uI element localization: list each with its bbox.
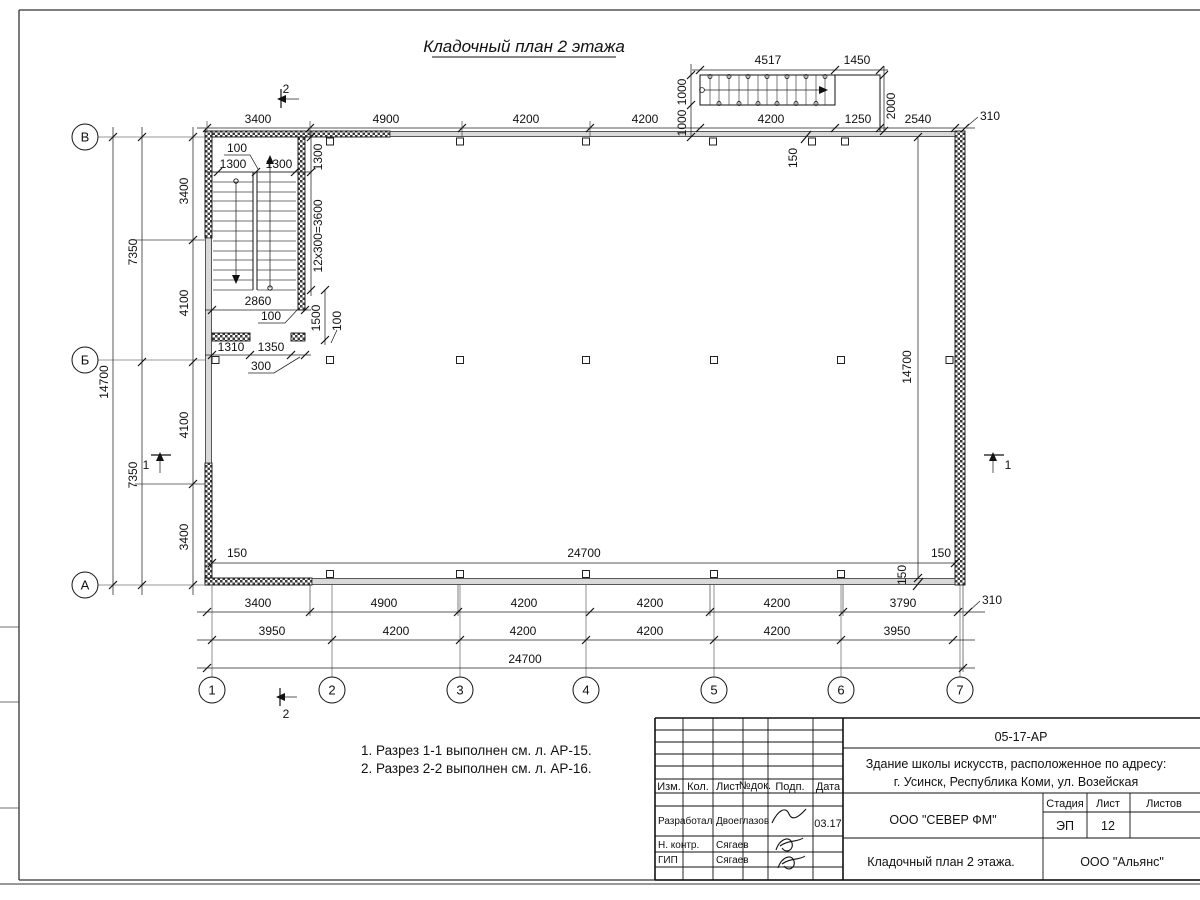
svg-text:1: 1 xyxy=(1004,458,1012,472)
dim-1000-a: 1000 xyxy=(675,78,689,106)
dim-right-14700: 14700 xyxy=(900,350,914,384)
section-2-bottom xyxy=(277,688,297,721)
dim-b2-3950b: 3950 xyxy=(883,624,911,638)
left-wall-masonry-top xyxy=(205,131,212,238)
stair-flight-left-steps xyxy=(213,172,253,290)
dim-stair-100c: 100 xyxy=(330,310,344,332)
dims-left xyxy=(72,124,205,598)
note-line-1: 1. Разрез 1-1 выполнен см. л. АР-15. xyxy=(361,743,592,758)
sheet-number: 12 xyxy=(1101,819,1115,833)
dim-inner-24700: 24700 xyxy=(567,546,601,560)
dim-left-7350a: 7350 xyxy=(126,238,140,266)
axis-2: 2 xyxy=(328,682,336,698)
dim-inner-150-left: 150 xyxy=(226,546,248,560)
dim-top-1250: 1250 xyxy=(844,112,872,126)
dim-stair-2860: 2860 xyxy=(244,294,272,308)
svg-text:В: В xyxy=(80,129,90,145)
col-data: Дата xyxy=(815,781,841,793)
date-developer: 03.17 xyxy=(814,818,842,830)
name-ncontrol: Сягаев xyxy=(716,840,749,851)
stair-stringer xyxy=(253,172,257,290)
axis-bubbles-bottom xyxy=(199,677,973,703)
dim-stair-1300a: 1300 xyxy=(219,157,247,171)
interior-stair xyxy=(213,156,296,290)
signature-ncontrol xyxy=(776,838,803,851)
dim-top-4900: 4900 xyxy=(372,112,400,126)
dim-left-3400a: 3400 xyxy=(177,177,191,205)
sheet-label: Лист xyxy=(1096,798,1120,810)
dims-right xyxy=(900,133,922,582)
columns-bottom-wall xyxy=(327,571,845,578)
dim-stair-1300b: 1300 xyxy=(265,157,293,171)
dim-inner-150-right: 150 xyxy=(930,546,952,560)
stair-flight-right-steps xyxy=(257,172,296,290)
signature-developer xyxy=(772,809,806,823)
dim-left-7350b: 7350 xyxy=(126,461,140,489)
section-1-left xyxy=(143,453,171,473)
dim-stair-100b: 100 xyxy=(260,309,282,323)
columns-middle-row xyxy=(212,357,953,364)
dim-left-14700: 14700 xyxy=(97,365,111,399)
dim-b1-4200a: 4200 xyxy=(510,596,538,610)
company: ООО "СЕВЕР ФМ" xyxy=(889,813,997,827)
top-wall-masonry xyxy=(205,131,390,137)
role-gip: ГИП xyxy=(658,855,678,866)
dim-b1-3400: 3400 xyxy=(244,596,272,610)
axis-5: 5 xyxy=(710,682,718,698)
role-ncontrol: Н. контр. xyxy=(658,840,700,851)
org-name: ООО "Альянс" xyxy=(1080,855,1164,869)
dim-1450: 1450 xyxy=(843,53,871,67)
col-list: Лист xyxy=(716,781,740,793)
dim-stair-1350: 1350 xyxy=(257,340,285,354)
doc-code: 05-17-АР xyxy=(994,730,1048,744)
svg-text:1: 1 xyxy=(142,458,150,472)
dim-b2-4200d: 4200 xyxy=(763,624,791,638)
axis-7: 7 xyxy=(956,682,964,698)
right-wall-masonry xyxy=(955,131,965,585)
axis-bubble-v xyxy=(72,124,98,150)
dim-stair-300: 300 xyxy=(250,359,272,373)
svg-text:Б: Б xyxy=(80,352,90,368)
role-developer: Разработал xyxy=(658,816,713,827)
axis-3: 3 xyxy=(456,682,464,698)
dim-b1-4200b: 4200 xyxy=(636,596,664,610)
col-podp: Подп. xyxy=(775,781,805,793)
dim-b1-3790: 3790 xyxy=(889,596,917,610)
columns-top-wall xyxy=(327,138,849,145)
axis-bubble-b xyxy=(72,347,98,373)
col-izm: Изм. xyxy=(657,781,681,793)
axis-6: 6 xyxy=(837,682,845,698)
dim-top-3400: 3400 xyxy=(244,112,272,126)
left-wall-thin xyxy=(206,238,212,463)
svg-text:2: 2 xyxy=(282,707,290,721)
col-kol: Кол. xyxy=(687,781,709,793)
dim-stair-1500: 1500 xyxy=(309,304,323,332)
name-gip: Сягаев xyxy=(716,855,749,866)
stage-label: Стадия xyxy=(1046,798,1084,810)
dim-stair-100a: 100 xyxy=(226,141,248,155)
sheets-label: Листов xyxy=(1146,798,1182,810)
drawing-title xyxy=(423,37,625,57)
svg-text:2: 2 xyxy=(282,82,290,96)
dim-top-310: 310 xyxy=(979,109,1001,123)
page-title: Кладочный план 2 этажа xyxy=(423,37,625,56)
object-line-1: Здание школы искусств, расположенное по адресу: xyxy=(865,757,1167,771)
col-ndok: №док. xyxy=(738,780,772,792)
stairwell-wall xyxy=(298,137,305,310)
dims-bottom xyxy=(197,585,1002,703)
doc-title: Кладочный план 2 этажа. xyxy=(867,855,1015,869)
axis-bubble-a xyxy=(72,572,98,598)
dim-stair-1300v: 1300 xyxy=(311,143,325,171)
dim-1000-b: 1000 xyxy=(675,109,689,137)
dim-top-4200b: 4200 xyxy=(631,112,659,126)
interior-wall-right xyxy=(291,333,305,341)
section-1-right xyxy=(984,453,1012,473)
dim-150-top: 150 xyxy=(786,147,800,169)
dim-b2-4200c: 4200 xyxy=(636,624,664,638)
dim-4517: 4517 xyxy=(754,53,782,67)
dim-b3-24700: 24700 xyxy=(508,652,542,666)
sheet-frame xyxy=(0,10,1200,884)
dim-b1-310: 310 xyxy=(981,593,1003,607)
name-developer: Двоеглазов xyxy=(716,816,770,827)
dim-left-4100a: 4100 xyxy=(177,289,191,317)
dim-b2-4200b: 4200 xyxy=(509,624,537,638)
bottom-wall-thin xyxy=(312,579,955,585)
dim-b2-4200a: 4200 xyxy=(382,624,410,638)
dim-inner-150-vert: 150 xyxy=(895,564,909,586)
dim-b1-4900: 4900 xyxy=(370,596,398,610)
dim-top-2540: 2540 xyxy=(904,112,932,126)
dim-left-4100b: 4100 xyxy=(177,411,191,439)
dim-top-4200c: 4200 xyxy=(757,112,785,126)
dim-2000: 2000 xyxy=(884,92,898,120)
section-2-top xyxy=(278,82,299,108)
dim-b2-3950a: 3950 xyxy=(258,624,286,638)
notes xyxy=(361,743,592,776)
note-line-2: 2. Разрез 2-2 выполнен см. л. АР-16. xyxy=(361,761,592,776)
dim-stair-steps: 12х300=3600 xyxy=(311,199,325,273)
top-wall-thin xyxy=(390,132,955,137)
stage-value: ЭП xyxy=(1056,819,1074,833)
dim-stair-1310: 1310 xyxy=(217,340,245,354)
dim-b1-4200c: 4200 xyxy=(763,596,791,610)
axis-4: 4 xyxy=(582,682,590,698)
axis-1: 1 xyxy=(208,682,216,698)
dim-top-4200a: 4200 xyxy=(512,112,540,126)
bottom-wall-masonry xyxy=(205,578,312,585)
svg-text:А: А xyxy=(80,577,90,593)
title-block xyxy=(655,718,1200,880)
object-line-2: г. Усинск, Республика Коми, ул. Возейская xyxy=(893,775,1139,789)
dim-left-3400b: 3400 xyxy=(177,523,191,551)
